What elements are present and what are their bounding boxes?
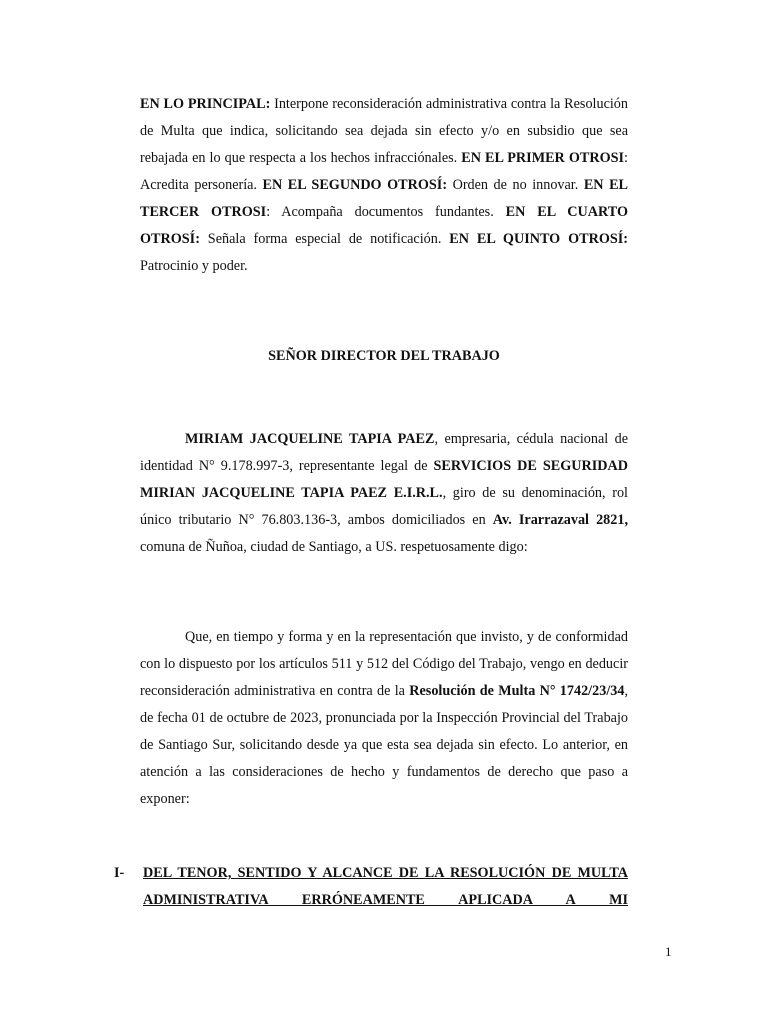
page-number: 1: [665, 944, 672, 959]
intro-text-2: , giro de su denominación, rol único tributario N° 76.803.136-3, ambos domiciliados en: [140, 485, 628, 528]
summary-third-otrosi-label: EN EL TERCER OTROSI: [140, 177, 628, 220]
petitioner-name: MIRIAM JACQUELINE TAPIA PAEZ: [185, 431, 435, 447]
summary-second-otrosi-label: EN EL SEGUNDO OTROSÍ:: [262, 177, 448, 193]
intro-text-1: , empresaria, cédula nacional de identidad N° 9.178.997-3, representante legal de: [140, 431, 629, 474]
summary-fifth-otrosi-label: EN EL QUINTO OTROSÍ:: [449, 231, 628, 247]
section-title: DEL TENOR, SENTIDO Y ALCANCE DE LA RESOLUCIÓN DE MULTA ADMINISTRATIVA ERRÓNEAMENTE APLICADA A MI: [143, 865, 628, 908]
intro-paragraph: [140, 426, 628, 561]
summary-paragraph: [140, 91, 628, 280]
summary-principal-text: Interpone reconsideración administrativa contra la Resolución de Multa que indica, solicitando sea dejada sin efecto y/o en subsidio que sea rebajada en lo que respecta a los hechos infracciónales.: [140, 96, 628, 166]
intro-text-3: comuna de Ñuñoa, ciudad de Santiago, a US. respetuosamente digo:: [140, 539, 528, 555]
company-name: SERVICIOS DE SEGURIDAD MIRIAN JACQUELINE TAPIA PAEZ E.I.R.L.: [140, 458, 628, 501]
summary-third-otrosi-text: : Acompaña documentos fundantes.: [266, 204, 506, 220]
summary-second-otrosi-text: Orden de no innovar.: [447, 177, 584, 193]
summary-fourth-otrosi-label: EN EL CUARTO OTROSÍ:: [140, 204, 628, 247]
section-number: I-: [114, 865, 125, 881]
summary-principal-label: EN LO PRINCIPAL:: [140, 96, 271, 112]
summary-fifth-otrosi-text: Patrocinio y poder.: [140, 258, 248, 274]
address: Av. Irarrazaval 2821,: [492, 512, 629, 528]
summary-fourth-otrosi-text: Señala forma especial de notificación.: [199, 231, 450, 247]
body-text-2: , de fecha 01 de octubre de 2023, pronunciada por la Inspección Provincial del Trabajo de Santiago Sur, solicitando desde ya que esta sea dejada sin efecto. Lo anterior, en atención a las consideraciones de hecho y fundamentos de derecho que paso a exponer:: [140, 683, 628, 807]
addressee-heading: SEÑOR DIRECTOR DEL TRABAJO: [268, 348, 500, 364]
summary-first-otrosi-text: : Acredita personería.: [140, 150, 628, 193]
summary-first-otrosi-label: EN EL PRIMER OTROSI: [461, 150, 625, 166]
resolution-reference: Resolución de Multa N° 1742/23/34: [409, 683, 625, 699]
body-text-1: Que, en tiempo y forma y en la representación que invisto, y de conformidad con lo dispuesto por los artículos 511 y 512 del Código del Trabajo, vengo en deducir reconsideración administrativa en contra de la: [140, 629, 628, 699]
body-paragraph: [140, 624, 628, 813]
